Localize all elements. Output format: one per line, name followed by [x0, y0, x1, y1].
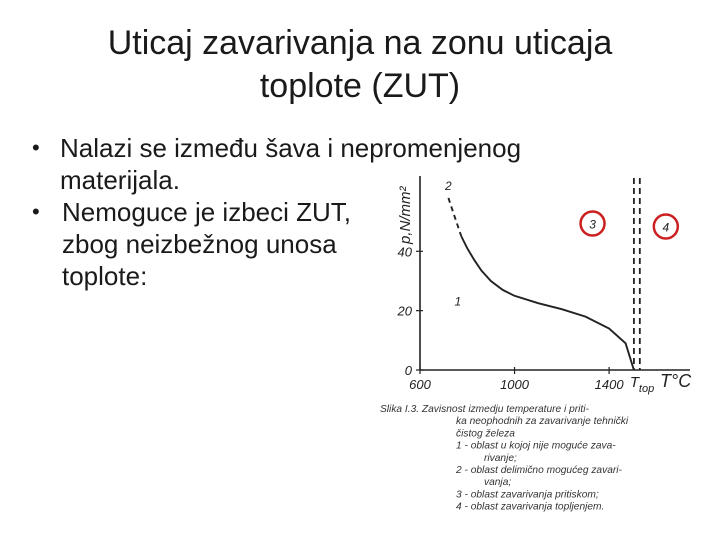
title-line-2: toplote (ZUT) — [259, 67, 461, 105]
figure — [380, 168, 715, 540]
caption-line: Slika I.3. Zavisnost izmedju temperature i priti- — [380, 404, 589, 415]
region-label-4: 4 — [662, 220, 670, 235]
bullet-dot-icon: • — [32, 135, 40, 160]
caption-line: vanja; — [484, 477, 512, 489]
x-marker-label: T — [629, 374, 640, 391]
caption-line: čistog železa — [456, 428, 515, 440]
y-axis-label: p,N/mm² — [397, 186, 414, 244]
caption-line: 3 - oblast zavarivanja pritiskom; — [456, 489, 599, 501]
pressure-temperature-chart — [380, 168, 715, 540]
title-line-1: Uticaj zavarivanja na zonu uticaja — [107, 24, 613, 62]
caption-line: 4 - oblast zavarivanja topljenjem. — [456, 501, 605, 513]
bullet-dot-icon: • — [32, 199, 40, 224]
x-tick-label: 600 — [409, 377, 431, 392]
bullet-line: Nemoguce je izbeci ZUT, — [62, 197, 351, 227]
region-label-2: 2 — [445, 178, 452, 193]
y-tick-label: 0 — [404, 363, 412, 378]
bullet-line: Nalazi se između šava i nepromenjenog — [60, 133, 522, 163]
y-tick-label: 20 — [397, 303, 412, 319]
x-marker-sub-label: top — [638, 383, 655, 395]
caption-line: 1 - oblast u kojoj nije moguće zava- — [456, 440, 616, 452]
caption-line: 2 - oblast delimično mogućeg zavari- — [456, 465, 622, 476]
caption-line: ka neophodnih za zavarivanje tehnički — [456, 416, 629, 428]
bullet-line: materijala. — [60, 165, 180, 195]
caption-line: rivanje; — [484, 452, 517, 464]
series-line-2 — [448, 198, 461, 237]
y-tick-label: 40 — [397, 244, 412, 260]
series-line-1 — [461, 237, 634, 371]
x-axis-label: T°C — [660, 371, 692, 391]
slide-title — [40, 22, 680, 108]
region-label-3: 3 — [589, 217, 596, 232]
x-tick-label: 1000 — [500, 377, 530, 392]
bullet-line: zbog neizbežnog unosa — [62, 229, 337, 259]
x-tick-label: 1400 — [594, 377, 624, 392]
bullet-line: toplote: — [62, 261, 148, 291]
region-label-1: 1 — [454, 294, 462, 309]
